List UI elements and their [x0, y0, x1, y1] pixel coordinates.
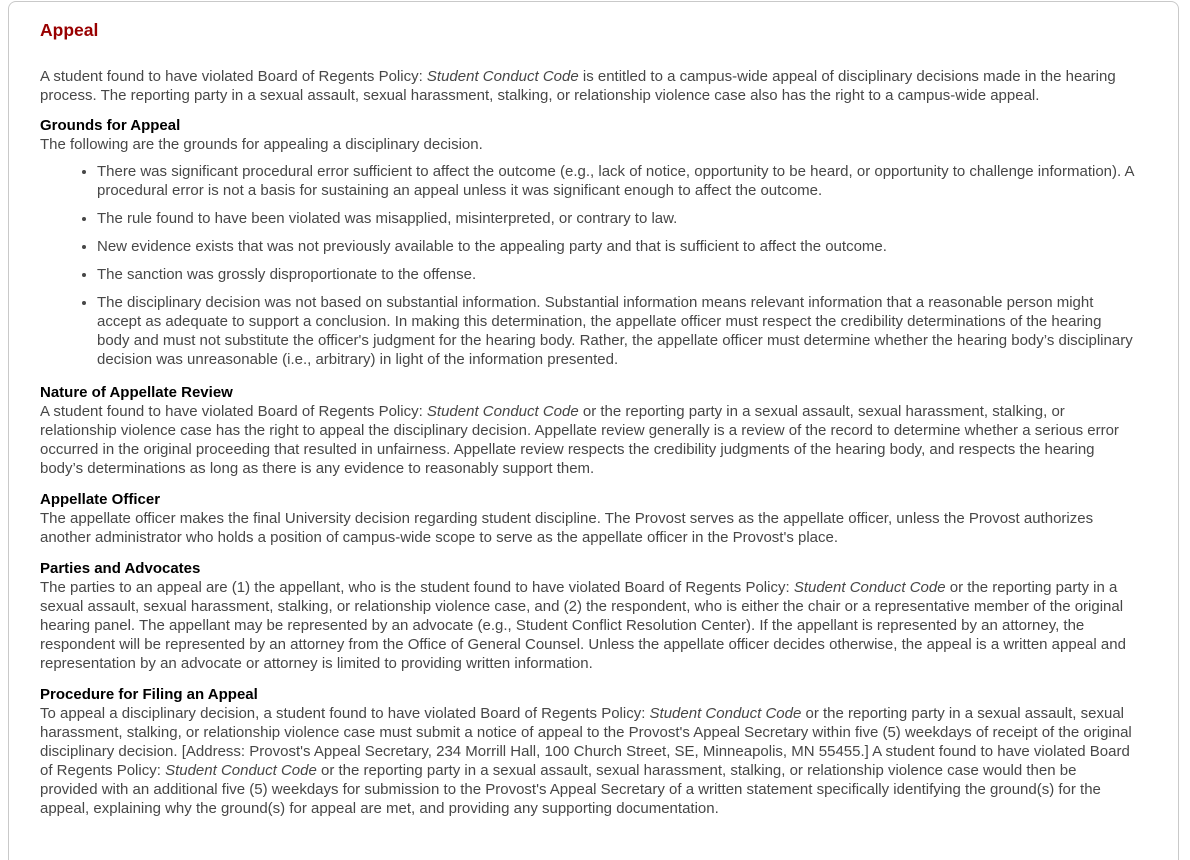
section-grounds [40, 116, 1138, 369]
section-heading-nature: Nature of Appellate Review [40, 384, 233, 401]
section-procedure [40, 685, 1138, 818]
nature-paragraph: A student found to have violated Board of Regents Policy: Student Conduct Code or the reporting party in a sexual assault, sexual harassment, stalking, or relationship violence case has the right to appeal the disciplinary decision. Appellate review generally is a review of the record to determine whether a serious error occurred in the original proceeding that resulted in unfairness. Appellate review respects the credibility judgments of the hearing body, and respects the hearing body’s determinations as long as there is any evidence to reasonably support them. [40, 403, 1119, 477]
section-heading-appellate-officer: Appellate Officer [40, 491, 161, 508]
section-nature [40, 383, 1138, 478]
list-item: • There was significant procedural error sufficient to affect the outcome (e.g., lack of notice, opportunity to be heard, or opportunity to challenge information). A procedural error is not a basis for sustaining an appeal unless it was significant enough to affect the outcome. [97, 162, 1138, 200]
appellate-officer-paragraph: The appellate officer makes the final University decision regarding student discipline. The Provost serves as the appellate officer, unless the Provost authorizes another administrator who holds a position of campus-wide scope to serve as the appellate officer in the Provost's place. [40, 510, 1094, 546]
list-item: • The sanction was grossly disproportionate to the offense. [97, 265, 1138, 284]
section-appellate-officer [40, 490, 1138, 547]
grounds-lead-text: The following are the grounds for appealing a disciplinary decision. [40, 136, 483, 153]
parties-paragraph: The parties to an appeal are (1) the appellant, who is the student found to have violated Board of Regents Policy: Student Conduct Code or the reporting party in a sexual assault, sexual harassment, stalking, or relationship violence case, and (2) the respondent, who is either the chair or a representative member of the original hearing panel. The appellant may be represented by an advocate (e.g., Student Conflict Resolution Center). If the appellant is represented by an attorney, the respondent will be represented by an attorney from the Office of General Counsel. Unless the appellate officer decides otherwise, the appeal is a written appeal and representation by an advocate or attorney is limited to providing written information. [40, 579, 1126, 672]
section-heading-grounds: Grounds for Appeal [40, 117, 181, 134]
procedure-paragraph: To appeal a disciplinary decision, a student found to have violated Board of Regents Policy: Student Conduct Code or the reporting party in a sexual assault, sexual harassment, stalking, or relationship violence case must submit a notice of appeal to the Provost's Appeal Secretary within five (5) weekdays of receipt of the original disciplinary decision. [Address: Provost's Appeal Secretary, 234 Morrill Hall, 100 Church Street, SE, Minneapolis, MN 55455.] A student found to have violated Board of Regents Policy: Student Conduct Code or the reporting party in a sexual assault, sexual harassment, stalking, or relationship violence case would then be provided with an additional five (5) weekdays for submission to the Provost's Appeal Secretary of a written statement specifically identifying the ground(s) for the appeal, explaining why the ground(s) for appeal are met, and providing any supporting documentation. [40, 705, 1132, 817]
section-heading-procedure: Procedure for Filing an Appeal [40, 686, 258, 703]
list-item: • The rule found to have been violated was misapplied, misinterpreted, or contrary to law. [97, 209, 1138, 228]
policy-content-panel [8, 1, 1179, 860]
list-item: • The disciplinary decision was not based on substantial information. Substantial information means relevant information that a reasonable person might accept as adequate to support a conclusion. In making this determination, the appellate officer must respect the credibility determinations of the hearing body and must not substitute the officer's judgment for the hearing body. Rather, the appellate officer must determine whether the hearing body’s disciplinary decision was unreasonable (i.e., arbitrary) in light of the information presented. [97, 293, 1138, 369]
grounds-list [40, 162, 1138, 369]
section-heading-parties: Parties and Advocates [40, 560, 201, 577]
section-parties [40, 559, 1138, 673]
intro-paragraph: A student found to have violated Board of Regents Policy: Student Conduct Code is entitled to a campus-wide appeal of disciplinary decisions made in the hearing process. The reporting party in a sexual assault, sexual harassment, stalking, or relationship violence case also has the right to a campus-wide appeal. [40, 68, 1116, 104]
list-item: • New evidence exists that was not previously available to the appealing party and that is sufficient to affect the outcome. [97, 237, 1138, 256]
page-title: Appeal [40, 20, 99, 40]
